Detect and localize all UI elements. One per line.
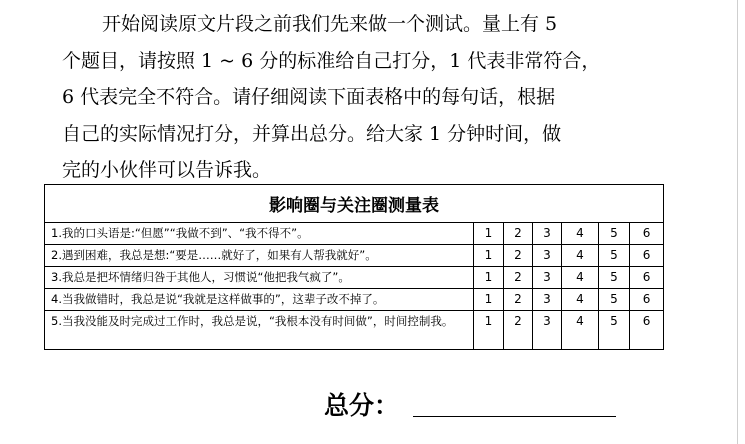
intro-line-1: 开始阅读原文片段之前我们先来做一个测试。量上有 5 [102, 13, 558, 35]
intro-line-2: 个题目，请按照 1 ~ 6 分的标准给自己打分，1 代表非常符合， [62, 49, 601, 72]
score-4-3: 3 [533, 289, 562, 311]
question-3: 3.我总是把坏情绪归咎于其他人，习惯说“他把我气疯了”。 [45, 267, 474, 289]
table-row [45, 223, 664, 245]
score-2-2: 2 [504, 245, 533, 267]
score-1-6: 6 [630, 223, 664, 245]
score-5-2: 2 [504, 311, 533, 350]
intro-line-3: 6 代表完全不符合。请仔细阅读下面表格中的每句话，根据 [62, 86, 556, 108]
page-edge-rule [737, 0, 738, 444]
intro-line-5: 完的小伙伴可以告诉我。 [62, 159, 272, 181]
score-1-1: 1 [474, 223, 504, 245]
score-5-1: 1 [474, 311, 504, 350]
score-1-5: 5 [599, 223, 630, 245]
score-3-1: 1 [474, 267, 504, 289]
score-5-6: 6 [630, 311, 664, 350]
score-1-4: 4 [562, 223, 599, 245]
score-4-6: 6 [630, 289, 664, 311]
score-3-6: 6 [630, 267, 664, 289]
score-4-1: 1 [474, 289, 504, 311]
table-row [45, 245, 664, 267]
table-row [45, 311, 664, 350]
score-2-3: 3 [533, 245, 562, 267]
question-1: 1.我的口头语是:“但愿”“我做不到”、“我不得不”。 [45, 223, 474, 245]
score-1-2: 2 [504, 223, 533, 245]
question-5: 5.当我没能及时完成过工作时，我总是说，“我根本没有时间做”，时间控制我。 [45, 311, 474, 350]
score-2-6: 6 [630, 245, 664, 267]
score-1-3: 3 [533, 223, 562, 245]
score-3-4: 4 [562, 267, 599, 289]
total-score-blank[interactable] [413, 416, 616, 417]
score-2-4: 4 [562, 245, 599, 267]
table-title: 影响圈与关注圈测量表 [45, 185, 664, 223]
score-5-3: 3 [533, 311, 562, 350]
question-2: 2.遇到困难，我总是想:“要是……就好了，如果有人帮我就好”。 [45, 245, 474, 267]
score-3-5: 5 [599, 267, 630, 289]
score-3-2: 2 [504, 267, 533, 289]
score-4-5: 5 [599, 289, 630, 311]
total-score-label: 总分： [324, 391, 400, 420]
score-3-3: 3 [533, 267, 562, 289]
score-4-2: 2 [504, 289, 533, 311]
question-4: 4.当我做错时，我总是说“我就是这样做事的”，这辈子改不掉了。 [45, 289, 474, 311]
score-5-4: 4 [562, 311, 599, 350]
intro-paragraph [62, 6, 622, 189]
score-5-5: 5 [599, 311, 630, 350]
table-row [45, 267, 664, 289]
score-4-4: 4 [562, 289, 599, 311]
intro-line-4: 自己的实际情况打分，并算出总分。给大家 1 分钟时间，做 [62, 122, 562, 145]
score-2-5: 5 [599, 245, 630, 267]
table-row [45, 289, 664, 311]
measurement-table [44, 184, 664, 350]
score-2-1: 1 [474, 245, 504, 267]
